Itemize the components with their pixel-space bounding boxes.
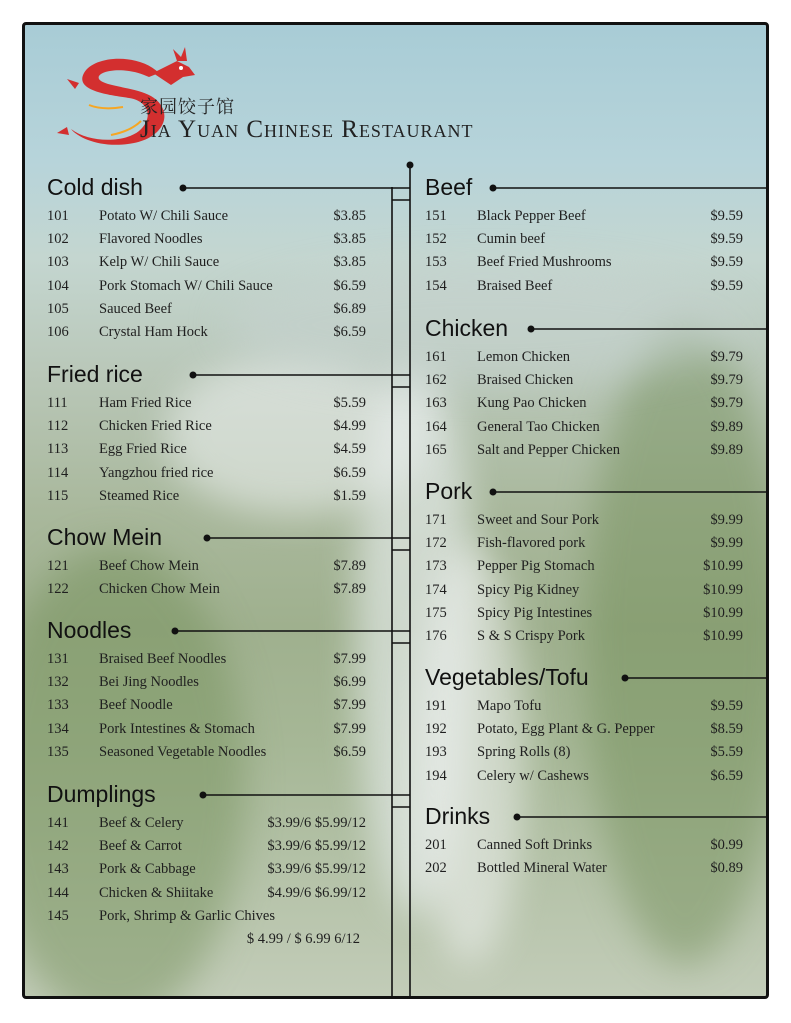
item-name: Chicken Chow Mein bbox=[99, 581, 220, 598]
item-price: $7.99 bbox=[333, 697, 366, 714]
item-price: $3.85 bbox=[333, 254, 366, 271]
item-name: Steamed Rice bbox=[99, 487, 180, 504]
section-title-chow-mein: Chow Mein bbox=[47, 524, 163, 550]
item-number: 153 bbox=[425, 254, 447, 271]
item-price: $9.79 bbox=[710, 372, 743, 389]
restaurant-english-name: Jia Yuan Chinese Restaurant bbox=[140, 116, 474, 143]
item-price: $5.59 bbox=[710, 744, 743, 761]
item-name: Black Pepper Beef bbox=[477, 208, 586, 224]
item-price: $3.99/6 $5.99/12 bbox=[267, 838, 366, 855]
menu-item bbox=[47, 300, 366, 318]
restaurant-chinese-name: 家园饺子馆 bbox=[140, 97, 235, 118]
item-number: 175 bbox=[425, 604, 447, 621]
item-name: Sauced Beef bbox=[99, 300, 172, 317]
item-number: 142 bbox=[47, 838, 69, 855]
item-number: 202 bbox=[425, 860, 447, 877]
item-name: Kung Pao Chicken bbox=[477, 395, 587, 412]
section-title-noodles: Noodles bbox=[47, 617, 132, 643]
item-number: 176 bbox=[425, 628, 447, 644]
item-number: 193 bbox=[425, 744, 447, 761]
item-price: $3.85 bbox=[333, 208, 366, 224]
item-price: $10.99 bbox=[703, 628, 743, 644]
menu-item bbox=[425, 743, 743, 761]
menu-board bbox=[22, 22, 769, 999]
item-name: Seasoned Vegetable Noodles bbox=[99, 743, 267, 760]
item-number: 191 bbox=[425, 698, 447, 714]
item-name: Pork Stomach W/ Chili Sauce bbox=[99, 277, 273, 294]
item-price-note: $ 4.99 / $ 6.99 6/12 bbox=[246, 931, 360, 947]
item-number: 151 bbox=[425, 208, 447, 224]
menu-item bbox=[425, 253, 743, 271]
item-price: $9.59 bbox=[710, 698, 743, 714]
item-number: 174 bbox=[425, 581, 447, 598]
menu-item bbox=[47, 743, 366, 761]
item-price: $1.59 bbox=[333, 487, 366, 504]
item-name: Kelp W/ Chili Sauce bbox=[99, 254, 220, 271]
item-price: $6.99 bbox=[333, 674, 366, 691]
item-number: 144 bbox=[47, 884, 69, 901]
menu-item bbox=[47, 907, 366, 925]
item-price: $9.59 bbox=[710, 231, 743, 248]
item-name: Lemon Chicken bbox=[477, 349, 571, 365]
item-number: 171 bbox=[425, 512, 447, 528]
menu-item bbox=[47, 394, 366, 412]
item-price: $9.79 bbox=[710, 349, 743, 365]
menu-item bbox=[425, 394, 743, 412]
item-number: 164 bbox=[425, 418, 447, 435]
item-name: Beef Noodle bbox=[99, 697, 173, 714]
item-price: $7.89 bbox=[333, 581, 366, 598]
section-title-drinks: Drinks bbox=[425, 803, 491, 829]
item-price: $6.59 bbox=[710, 767, 743, 784]
section-title-vegetables-tofu: Vegetables/Tofu bbox=[425, 664, 589, 690]
item-number: 194 bbox=[425, 767, 447, 784]
item-name: Beef Chow Mein bbox=[99, 558, 199, 574]
item-price: $10.99 bbox=[703, 581, 743, 598]
item-number: 106 bbox=[47, 324, 69, 340]
item-name: Bottled Mineral Water bbox=[477, 860, 607, 877]
item-number: 132 bbox=[47, 674, 69, 691]
item-number: 115 bbox=[47, 487, 69, 504]
item-number: 133 bbox=[47, 697, 69, 714]
item-name: Spicy Pig Intestines bbox=[477, 604, 593, 621]
menu-item bbox=[47, 557, 366, 575]
item-price: $5.59 bbox=[333, 395, 366, 411]
item-price: $10.99 bbox=[703, 604, 743, 621]
menu-item bbox=[47, 650, 366, 668]
menu-item bbox=[47, 417, 366, 435]
section-title-cold-dish: Cold dish bbox=[47, 174, 143, 200]
menu-item bbox=[47, 277, 366, 295]
item-name: Potato, Egg Plant & G. Pepper bbox=[477, 721, 655, 738]
menu-item bbox=[47, 837, 366, 855]
item-name: Chicken Fried Rice bbox=[99, 418, 212, 435]
item-price: $9.89 bbox=[710, 418, 743, 435]
item-price: $3.99/6 $5.99/12 bbox=[267, 861, 366, 878]
item-price: $0.99 bbox=[710, 837, 743, 853]
item-number: 112 bbox=[47, 418, 69, 435]
item-name: Spring Rolls (8) bbox=[477, 744, 571, 761]
menu-item bbox=[425, 230, 743, 248]
item-number: 131 bbox=[47, 651, 69, 667]
item-number: 201 bbox=[425, 837, 447, 853]
menu-item bbox=[47, 860, 366, 878]
menu-item bbox=[47, 884, 366, 902]
item-name: Braised Beef Noodles bbox=[99, 651, 227, 667]
item-price: $4.59 bbox=[333, 441, 366, 458]
item-price: $3.99/6 $5.99/12 bbox=[267, 815, 366, 831]
menu-item bbox=[47, 207, 366, 225]
section-title-beef: Beef bbox=[425, 174, 473, 200]
menu-item bbox=[425, 348, 743, 366]
item-name: Beef & Carrot bbox=[99, 838, 182, 855]
item-price: $6.59 bbox=[333, 324, 366, 340]
item-number: 104 bbox=[47, 277, 69, 294]
menu-item bbox=[425, 371, 743, 389]
item-number: 173 bbox=[425, 558, 447, 575]
item-name: Egg Fried Rice bbox=[99, 441, 187, 458]
item-price: $10.99 bbox=[703, 558, 743, 575]
menu-item bbox=[47, 696, 366, 714]
menu-item bbox=[425, 767, 743, 785]
item-number: 134 bbox=[47, 720, 69, 737]
item-price: $7.89 bbox=[333, 558, 366, 574]
menu-item bbox=[47, 464, 366, 482]
rail-top-dot bbox=[407, 162, 414, 169]
item-number: 114 bbox=[47, 464, 69, 481]
section-title-pork: Pork bbox=[425, 478, 473, 504]
item-number: 121 bbox=[47, 558, 69, 574]
item-number: 111 bbox=[47, 395, 68, 411]
item-price: $6.59 bbox=[333, 743, 366, 760]
item-name: Pork & Cabbage bbox=[99, 861, 196, 878]
item-name: Pork Intestines & Stomach bbox=[99, 720, 255, 737]
item-name: Pepper Pig Stomach bbox=[477, 558, 595, 575]
item-number: 113 bbox=[47, 441, 69, 458]
item-price: $9.59 bbox=[710, 277, 743, 294]
menu-item bbox=[47, 323, 366, 341]
item-name: Beef Fried Mushrooms bbox=[477, 254, 612, 271]
item-name: Ham Fried Rice bbox=[99, 395, 192, 411]
item-price: $7.99 bbox=[333, 651, 366, 667]
item-price: $4.99 bbox=[333, 418, 366, 435]
menu-item bbox=[425, 836, 743, 854]
menu-item bbox=[47, 487, 366, 505]
item-price: $6.59 bbox=[333, 464, 366, 481]
menu-item bbox=[425, 557, 743, 575]
item-name: Chicken & Shiitake bbox=[99, 884, 214, 901]
section-title-dumplings: Dumplings bbox=[47, 781, 156, 807]
item-number: 163 bbox=[425, 395, 447, 412]
section-title-chicken: Chicken bbox=[425, 315, 509, 341]
item-name: General Tao Chicken bbox=[477, 418, 600, 435]
menu-item bbox=[47, 580, 366, 598]
menu-item bbox=[425, 604, 743, 622]
item-price: $9.59 bbox=[710, 254, 743, 271]
menu-item bbox=[425, 697, 743, 715]
item-name: Bei Jing Noodles bbox=[99, 674, 199, 691]
item-number: 152 bbox=[425, 231, 447, 248]
item-price: $9.59 bbox=[710, 208, 743, 224]
menu-item bbox=[425, 418, 743, 436]
item-price: $6.59 bbox=[333, 277, 366, 294]
item-name: Potato W/ Chili Sauce bbox=[99, 208, 229, 224]
item-name: Sweet and Sour Pork bbox=[477, 512, 600, 528]
item-name: Cumin beef bbox=[477, 231, 546, 248]
section-title-fried-rice: Fried rice bbox=[47, 361, 143, 387]
item-name: Braised Chicken bbox=[477, 372, 574, 389]
item-price: $7.99 bbox=[333, 720, 366, 737]
item-price: $9.89 bbox=[710, 441, 743, 458]
menu-item bbox=[425, 720, 743, 738]
item-name: Crystal Ham Hock bbox=[99, 324, 208, 340]
item-name: Pork, Shrimp & Garlic Chives bbox=[99, 907, 276, 924]
menu-item bbox=[425, 627, 743, 645]
item-price: $9.99 bbox=[710, 512, 743, 528]
item-number: 192 bbox=[425, 721, 447, 738]
item-name: S & S Crispy Pork bbox=[477, 628, 585, 644]
item-number: 143 bbox=[47, 861, 69, 878]
item-name: Fish-flavored pork bbox=[477, 535, 586, 552]
item-price: $0.89 bbox=[710, 860, 743, 877]
menu-item bbox=[425, 207, 743, 225]
item-number: 103 bbox=[47, 254, 69, 271]
menu-item bbox=[425, 859, 743, 877]
item-name: Braised Beef bbox=[477, 277, 553, 294]
item-number: 135 bbox=[47, 743, 69, 760]
item-price: $9.79 bbox=[710, 395, 743, 412]
item-number: 145 bbox=[47, 907, 69, 924]
item-name: Celery w/ Cashews bbox=[477, 767, 589, 784]
item-name: Spicy Pig Kidney bbox=[477, 581, 580, 598]
item-price: $3.85 bbox=[333, 231, 366, 248]
item-price: $8.59 bbox=[710, 721, 743, 738]
menu-item bbox=[47, 440, 366, 458]
item-number: 101 bbox=[47, 208, 69, 224]
menu-item bbox=[47, 230, 366, 248]
menu-item bbox=[425, 511, 743, 529]
menu-item bbox=[47, 673, 366, 691]
item-number: 105 bbox=[47, 300, 69, 317]
menu-item bbox=[47, 253, 366, 271]
menu-item bbox=[425, 534, 743, 552]
menu-item bbox=[425, 441, 743, 459]
item-number: 161 bbox=[425, 349, 447, 365]
item-name: Beef & Celery bbox=[99, 815, 184, 831]
item-number: 122 bbox=[47, 581, 69, 598]
item-price: $9.99 bbox=[710, 535, 743, 552]
item-number: 172 bbox=[425, 535, 447, 552]
menu-item bbox=[47, 814, 366, 832]
item-number: 162 bbox=[425, 372, 447, 389]
menu-item bbox=[47, 720, 366, 738]
menu-item bbox=[425, 581, 743, 599]
item-number: 141 bbox=[47, 815, 69, 831]
item-price: $6.89 bbox=[333, 300, 366, 317]
item-number: 154 bbox=[425, 277, 447, 294]
menu-item bbox=[425, 277, 743, 295]
item-price: $4.99/6 $6.99/12 bbox=[267, 884, 366, 901]
item-number: 102 bbox=[47, 231, 69, 248]
item-name: Canned Soft Drinks bbox=[477, 837, 593, 853]
item-name: Flavored Noodles bbox=[99, 231, 203, 248]
item-name: Mapo Tofu bbox=[477, 698, 542, 714]
item-number: 165 bbox=[425, 441, 447, 458]
item-name: Yangzhou fried rice bbox=[99, 464, 214, 481]
item-name: Salt and Pepper Chicken bbox=[477, 441, 620, 458]
